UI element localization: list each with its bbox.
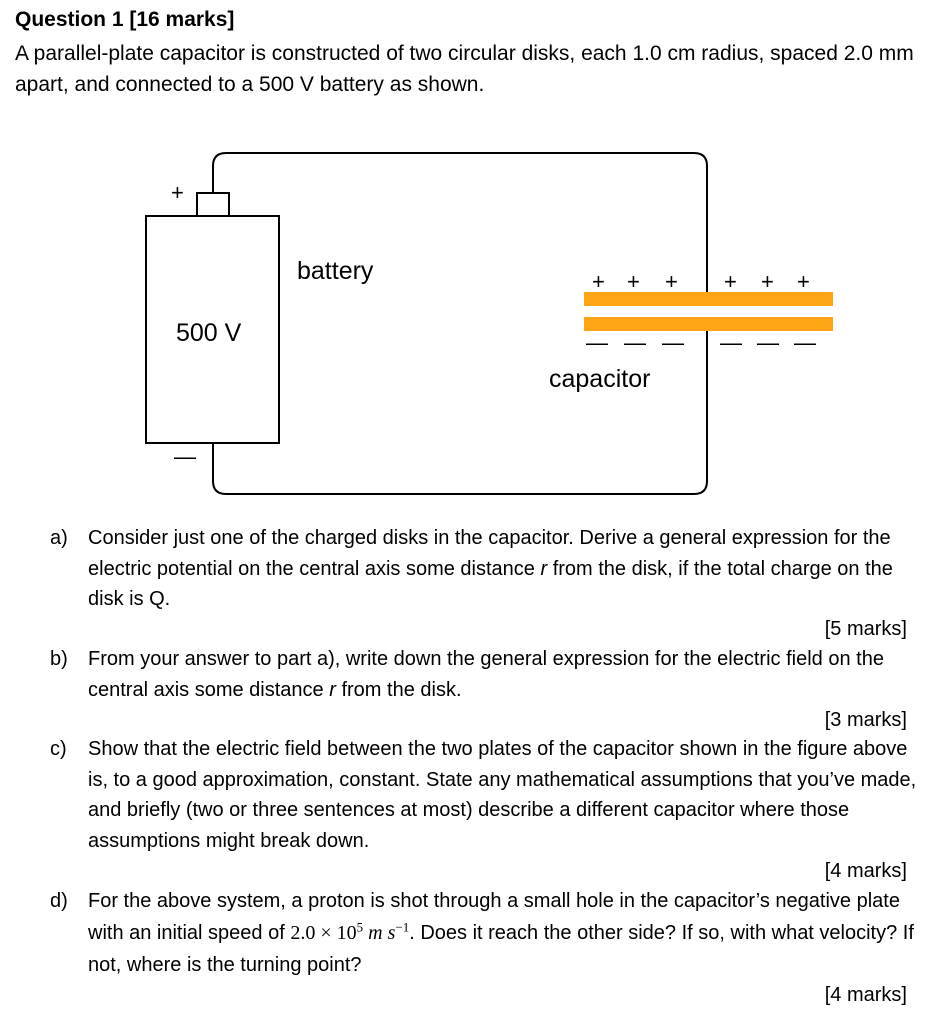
battery-positive-sign: +	[171, 180, 184, 205]
part-label: a)	[50, 527, 68, 549]
marks-b: [3 marks]	[824, 709, 907, 731]
part-text: From your answer to part a), write down the general expression for the electric field on the central axis some distance r from the disk.	[88, 648, 884, 701]
part-label: d)	[50, 890, 68, 912]
question-title: Question 1 [16 marks]	[15, 8, 235, 31]
battery-label: battery	[297, 257, 374, 285]
marks-c: [4 marks]	[824, 860, 907, 882]
plate-minus-sign: —	[720, 330, 742, 355]
part-text: Consider just one of the charged disks in the capacitor. Derive a general expression for the electric potential on the central axis some distance r from the disk, if the total charge on the disk is Q.	[88, 527, 893, 610]
plate-plus-sign: +	[724, 269, 737, 294]
plate-minus-sign: —	[624, 330, 646, 355]
part-label: b)	[50, 648, 68, 670]
part-d	[50, 885, 930, 981]
plate-plus-sign: +	[797, 269, 810, 294]
plate-minus-sign: —	[586, 330, 608, 355]
part-text: Show that the electric field between the two plates of the capacitor shown in the figure above is, to a good approximation, constant. State any mathematical assumptions that you’ve made, and briefly (two or three sentences at most) describe a different capacitor where those assumptions might break down.	[88, 738, 917, 852]
part-text: For the above system, a proton is shot through a small hole in the capacitor’s negative plate with an initial speed of $2.0 \times 10^5$ m $s^{-1}$. Does it reach the other side? If so, with what velocity? If not, where is the turning point?	[88, 890, 914, 976]
marks-d: [4 marks]	[824, 984, 907, 1006]
capacitor-bottom-plate	[584, 317, 833, 331]
plate-plus-sign: +	[627, 269, 640, 294]
marks-a: [5 marks]	[824, 618, 907, 640]
part-b	[50, 644, 930, 705]
part-label: c)	[50, 738, 67, 760]
part-a	[50, 523, 930, 615]
plate-plus-sign: +	[761, 269, 774, 294]
capacitor-label: capacitor	[549, 365, 651, 393]
plate-minus-sign: —	[757, 330, 779, 355]
plate-plus-sign: +	[592, 269, 605, 294]
circuit-diagram	[0, 140, 941, 510]
part-c	[50, 734, 930, 856]
plate-minus-sign: —	[794, 330, 816, 355]
battery-negative-sign: —	[174, 444, 196, 469]
plate-minus-sign: —	[662, 330, 684, 355]
battery-voltage-label: 500 V	[176, 319, 242, 347]
capacitor-top-plate	[584, 292, 833, 306]
proton-speed: $2.0 \times 10^5$ m $s^{-1}$	[290, 919, 410, 944]
question-intro: A parallel-plate capacitor is constructed of two circular disks, each 1.0 cm radius, spaced 2.0 mm apart, and connected to a 500 V battery as shown.	[15, 42, 914, 96]
plate-plus-sign: +	[665, 269, 678, 294]
battery-terminal	[197, 193, 229, 216]
